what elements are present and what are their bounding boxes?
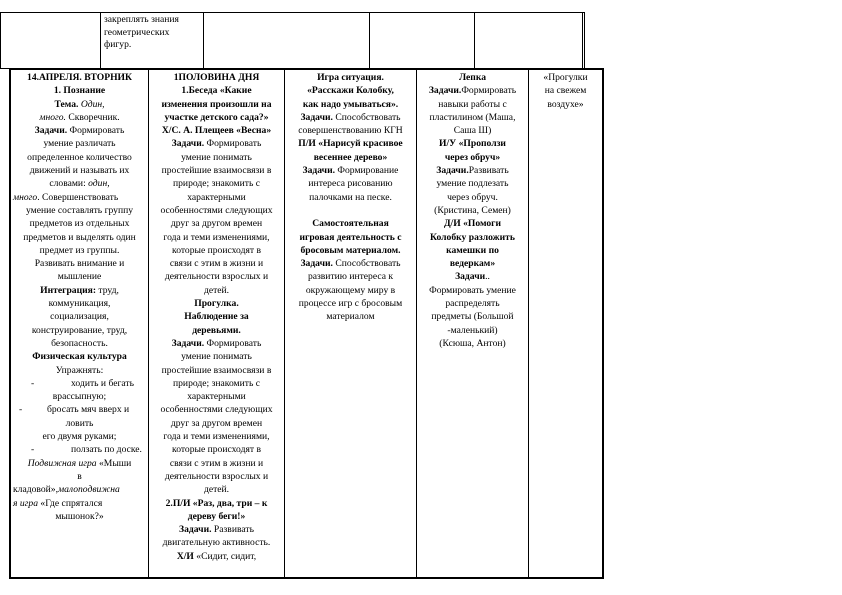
col-games: Игра ситуация. «Расскажи Колобку, как надо умываться». Задачи. Способствовать совершенствованию КГН П/И «Нарисуй красивое весеннее дерево» Задачи. Формирование интереса рисованию палочками на песке. Самостоятельная игровая деятельность с бросовым материалом. Задачи. Способствовать развитию интереса к окружающему миру в процессе игр с бросовым материалом xyxy=(285,69,417,578)
top-table xyxy=(0,12,585,69)
col-education: 14.АПРЕЛЯ. ВТОРНИК 1. Познание Тема. Один, много. Скворечник. Задачи. Формировать умение различать определенное количество движений и называть их словами: один, много. Совершенствовать умение составлять группу предметов из отдельных предметов и выделять один предмет из группы. Развивать внимание и мышление Интеграция: труд, коммуникация, социализация, конструирование, труд, безопасность. Физическая культура Упражнять: - ходить и бегать врассыпную; - бросать мяч вверх и ловить его двумя руками; - ползать по доске. Подвижная игра «Мыши в кладовой»,малоподвижна я игра «Где спрятался мышонок?» xyxy=(10,69,149,578)
col-first-half-day: 1ПОЛОВИНА ДНЯ 1.Беседа «Какие изменения произошли на участке детского сада?» Х/С. А. Плещеев «Весна» Задачи. Формировать умение понимать простейшие взаимосвязи в природе; знакомить с характерными особенностями следующих друг за другом времен года и теми изменениями, которые происходят в связи с этим в жизни и деятельности взрослых и детей. Прогулка. Наблюдение за деревьями. Задачи. Формировать умение понимать простейшие взаимосвязи в природе; знакомить с характерными особенностями следующих друг за другом времен года и теми изменениями, которые происходят в связи с этим в жизни и деятельности взрослых и детей. 2.П/И «Раз, два, три – к дереву беги!» Задачи. Развивать двигательную активность. Х/И «Сидит, сидит, xyxy=(149,69,285,578)
col-walks: «Прогулки на свежем воздухе» xyxy=(529,69,604,578)
top-cell-2 xyxy=(101,13,204,69)
half-day-heading: 1ПОЛОВИНА ДНЯ xyxy=(173,72,260,83)
col-individual-work: Лепка Задачи.Формировать навыки работы с пластилином (Маша, Саша Ш) И/У «Проползи через обруч» Задачи.Развивать умение подлезать через обруч. (Кристина, Семен) Д/И «Помоги Колобку разложить камешки по ведеркам» Задачи.. Формировать умение распределять предметы (Большой -маленький) (Ксюша, Антон) xyxy=(417,69,529,578)
date-heading: 14.АПРЕЛЯ. ВТОРНИК xyxy=(27,72,132,83)
main-table xyxy=(9,68,604,579)
top-cell-3 xyxy=(204,13,370,69)
top-cell-5 xyxy=(475,13,583,69)
top-cell-2-text: закреплять знания геометрических фигур. xyxy=(104,14,179,50)
top-cell-1 xyxy=(1,13,101,69)
top-cell-4 xyxy=(370,13,475,69)
top-cell-6 xyxy=(583,13,585,69)
